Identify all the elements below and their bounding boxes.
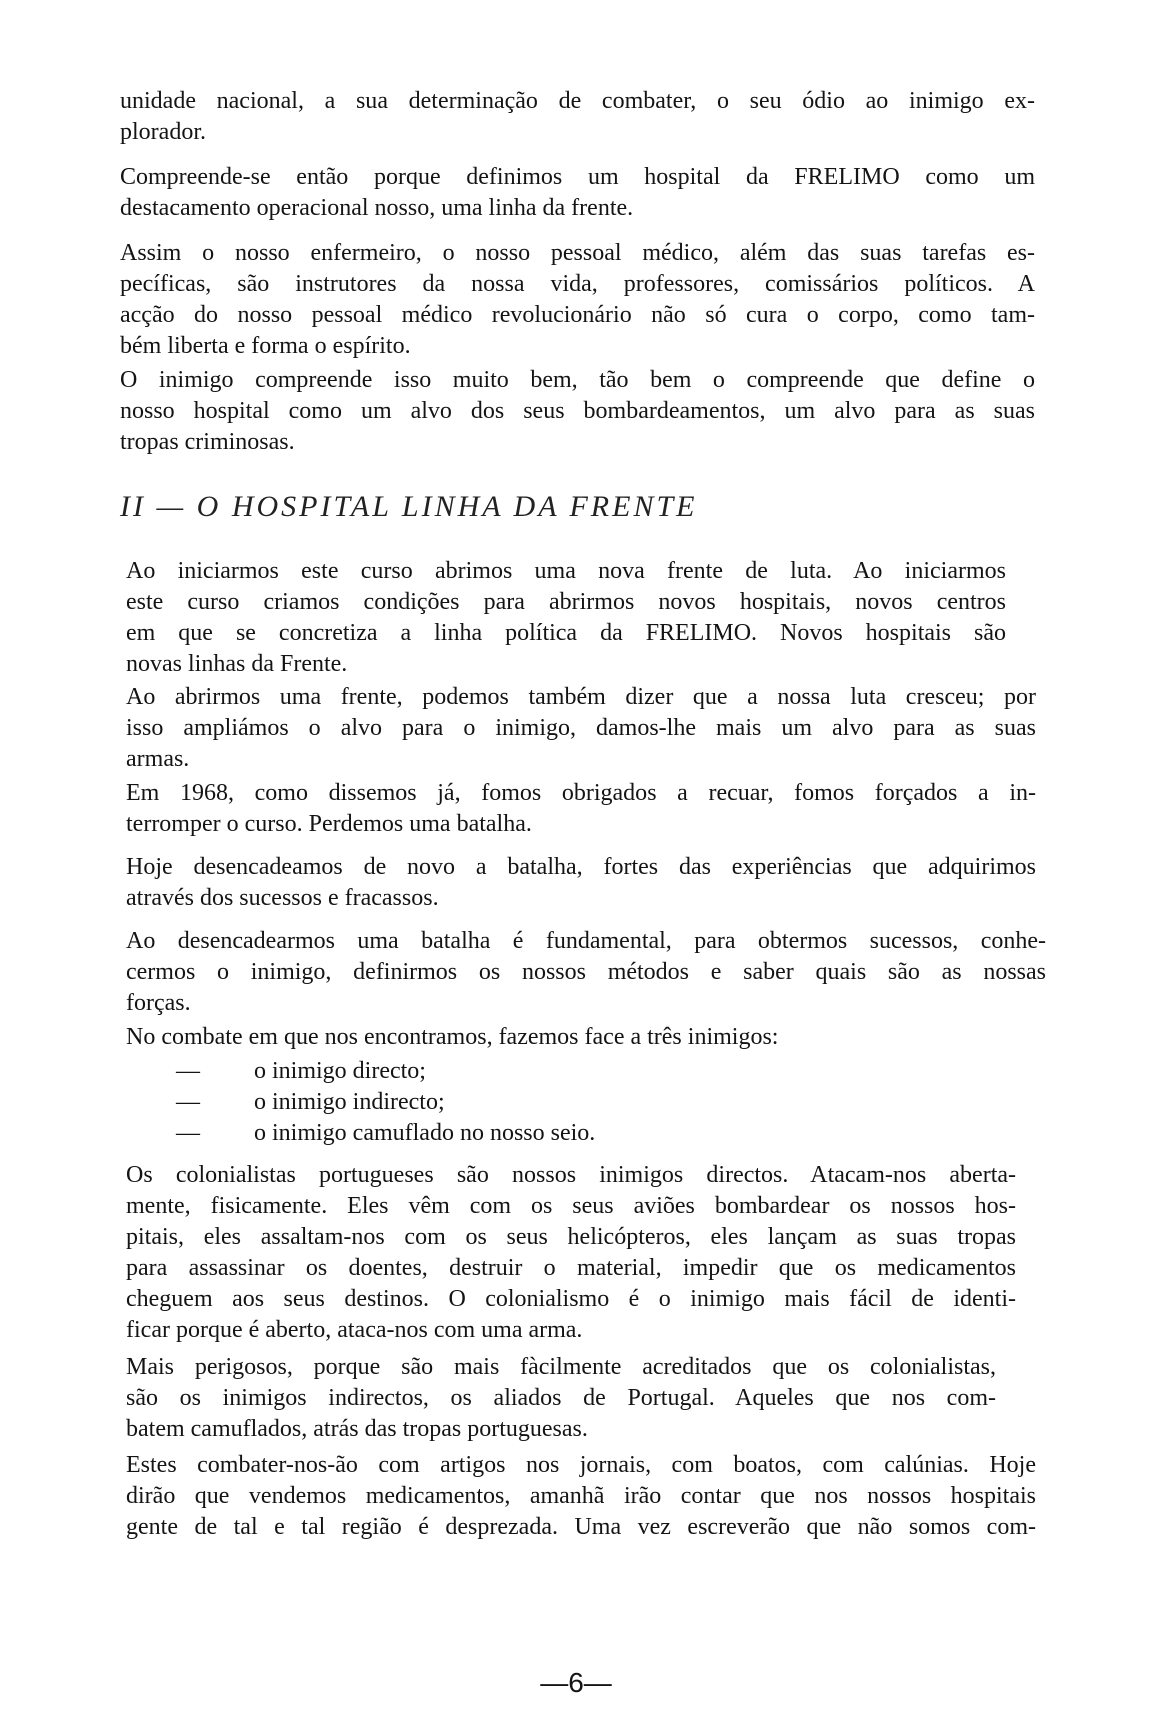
- text-line: bém liberta e forma o espírito.: [120, 333, 411, 359]
- text-line: Ao iniciarmos este curso abrimos uma nova frente de luta. Ao iniciarmos: [126, 558, 1006, 584]
- text-line: batem camuflados, atrás das tropas portuguesas.: [126, 1416, 588, 1442]
- paragraph-new-front: [126, 556, 1006, 680]
- text-line: Assim o nosso enfermeiro, o nosso pessoal médico, além das suas tarefas es-: [120, 240, 1035, 266]
- paragraph-battle-again: [126, 852, 1036, 914]
- text-line: forças.: [126, 990, 191, 1016]
- text-line: cermos o inimigo, definirmos os nossos métodos e saber quais são as nossas: [126, 959, 1046, 985]
- list-item-text: o inimigo camuflado no nosso seio.: [254, 1120, 596, 1146]
- list-item: [176, 1118, 736, 1149]
- paragraph-national-unity: [120, 86, 1035, 148]
- text-line: Hoje desencadeamos de novo a batalha, fortes das experiências que adquirimos: [126, 854, 1036, 880]
- text-line: dirão que vendemos medicamentos, amanhã irão contar que nos nossos hospitais: [126, 1483, 1036, 1509]
- text-line: tropas criminosas.: [120, 429, 295, 455]
- text-line: pecíficas, são instrutores da nossa vida, professores, comissários políticos. A: [120, 271, 1035, 297]
- text-line: em que se concretiza a linha política da FRELIMO. Novos hospitais são: [126, 620, 1006, 646]
- text-line: são os inimigos indirectos, os aliados de Portugal. Aqueles que nos com-: [126, 1385, 996, 1411]
- list-item-text: o inimigo directo;: [254, 1058, 426, 1084]
- paragraph-propaganda: [126, 1450, 1036, 1543]
- section-heading: II — O HOSPITAL LINHA DA FRENTE: [120, 490, 698, 523]
- text-line: através dos sucessos e fracassos.: [126, 885, 439, 911]
- text-line: unidade nacional, a sua determinação de combater, o seu ódio ao inimigo ex-: [120, 88, 1035, 114]
- list-dash: —: [176, 1089, 200, 1115]
- text-line: cheguem aos seus destinos. O colonialismo é o inimigo mais fácil de identi-: [126, 1286, 1016, 1312]
- list-item: [176, 1087, 736, 1118]
- text-line: Em 1968, como dissemos já, fomos obrigados a recuar, fomos forçados a in-: [126, 780, 1036, 806]
- text-line: O inimigo compreende isso muito bem, tão bem o compreende que define o: [120, 367, 1035, 393]
- text-line: plorador.: [120, 119, 206, 145]
- paragraph-enemy-understands: [120, 365, 1035, 458]
- paragraph-hospital-definition: [120, 162, 1035, 224]
- list-dash: —: [176, 1120, 200, 1146]
- text-line: nosso hospital como um alvo dos seus bombardeamentos, um alvo para as suas: [120, 398, 1035, 424]
- paragraph-medical-staff: [120, 238, 1035, 362]
- paragraph-know-enemy: [126, 926, 1046, 1019]
- list-item-text: o inimigo indirecto;: [254, 1089, 445, 1115]
- paragraph-struggle-grew: [126, 682, 1036, 775]
- list-item: [176, 1056, 736, 1087]
- paragraph-direct-enemies: [126, 1160, 1016, 1346]
- text-line: Ao desencadearmos uma batalha é fundamental, para obtermos sucessos, conhe-: [126, 928, 1046, 954]
- text-line: este curso criamos condições para abrirmos novos hospitais, novos centros: [126, 589, 1006, 615]
- paragraph-indirect-enemies: [126, 1352, 996, 1445]
- text-line: novas linhas da Frente.: [126, 651, 348, 677]
- text-line: Estes combater-nos-ão com artigos nos jornais, com boatos, com calúnias. Hoje: [126, 1452, 1036, 1478]
- text-line: Mais perigosos, porque são mais fàcilmente acreditados que os colonialistas,: [126, 1354, 996, 1380]
- text-line: gente de tal e tal região é desprezada. Uma vez escreverão que não somos com-: [126, 1514, 1036, 1540]
- text-line: ficar porque é aberto, ataca-nos com uma arma.: [126, 1317, 583, 1343]
- paragraph-1968: [126, 778, 1036, 840]
- text-line: Ao abrirmos uma frente, podemos também dizer que a nossa luta cresceu; por: [126, 684, 1036, 710]
- paragraph-three-enemies: [126, 1022, 1036, 1053]
- text-line: Os colonialistas portugueses são nossos inimigos directos. Atacam-nos aberta-: [126, 1162, 1016, 1188]
- text-line: isso ampliámos o alvo para o inimigo, damos-lhe mais um alvo para as suas: [126, 715, 1036, 741]
- text-line: pitais, eles assaltam-nos com os seus helicópteros, eles lançam as suas tropas: [126, 1224, 1016, 1250]
- text-line: Compreende-se então porque definimos um hospital da FRELIMO como um: [120, 164, 1035, 190]
- text-line: armas.: [126, 746, 190, 772]
- page-number: —6—: [540, 1667, 612, 1698]
- text-line: terromper o curso. Perdemos uma batalha.: [126, 811, 532, 837]
- text-line: destacamento operacional nosso, uma linha da frente.: [120, 195, 634, 221]
- text-line: mente, fisicamente. Eles vêm com os seus aviões bombardear os nossos hos-: [126, 1193, 1016, 1219]
- text-line: No combate em que nos encontramos, fazemos face a três inimigos:: [126, 1024, 779, 1050]
- text-line: para assassinar os doentes, destruir o material, impedir que os medicamentos: [126, 1255, 1016, 1281]
- list-dash: —: [176, 1058, 200, 1084]
- text-line: acção do nosso pessoal médico revolucionário não só cura o corpo, como tam-: [120, 302, 1035, 328]
